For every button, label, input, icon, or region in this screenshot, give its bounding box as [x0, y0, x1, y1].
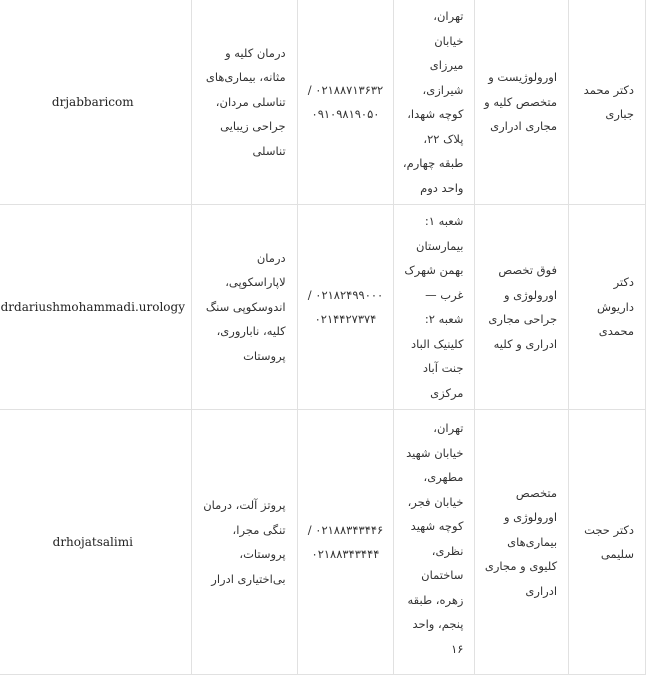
services-cell: درمان کلیه و مثانه، بیماری‌های تناسلی مردان، جراحی زیبایی تناسلی	[191, 0, 297, 205]
phone-cell: ۰۲۱۸۸۷۱۳۶۳۲ / ۰۹۱۰۹۸۱۹۰۵۰	[297, 0, 394, 205]
doctor-name-cell: دکتر حجت سلیمی	[569, 410, 646, 675]
website-cell: drhojatsalimi	[0, 410, 191, 675]
website-cell: drjabbaricom	[0, 0, 191, 205]
address-cell: تهران، خیابان میرزای شیرازی، کوچه شهدا، پلاک ۲۲، طبقه چهارم، واحد دوم	[394, 0, 475, 205]
address-cell: تهران، خیابان شهید مطهری، خیابان فجر، کوچه شهید نظری، ساختمان زهره، طبقه پنجم، واحد ۱۶	[394, 410, 475, 675]
specialty-cell: متخصص اورولوژی و بیماری‌های کلیوی و مجاری ادراری	[475, 410, 569, 675]
table-row	[0, 410, 646, 675]
address-cell: شعبه ۱: بیمارستان بهمن شهرک غرب — شعبه ۲: کلینیک الباد جنت آباد مرکزی	[394, 205, 475, 410]
table-row	[0, 205, 646, 410]
services-cell: درمان لاپاراسکوپی، اندوسکوپی سنگ کلیه، ناباروری، پروستات	[191, 205, 297, 410]
phone-cell: ۰۲۱۸۸۳۴۳۴۴۶ / ۰۲۱۸۸۳۴۳۴۴۴	[297, 410, 394, 675]
website-cell: drdariushmohammadi.urology	[0, 205, 191, 410]
phone-cell: ۰۲۱۸۲۴۹۹۰۰۰ / ۰۲۱۴۴۲۷۳۷۴	[297, 205, 394, 410]
services-cell: پروتز آلت، درمان تنگی مجرا، پروستات، بی‌اختیاری ادرار	[191, 410, 297, 675]
table-row	[0, 0, 646, 205]
doctor-name-cell: دکتر داریوش محمدی	[569, 205, 646, 410]
specialty-cell: اورولوژیست و متخصص کلیه و مجاری ادراری	[475, 0, 569, 205]
doctor-name-cell: دکتر محمد جباری	[569, 0, 646, 205]
specialty-cell: فوق تخصص اورولوژی و جراحی مجاری ادراری و کلیه	[475, 205, 569, 410]
